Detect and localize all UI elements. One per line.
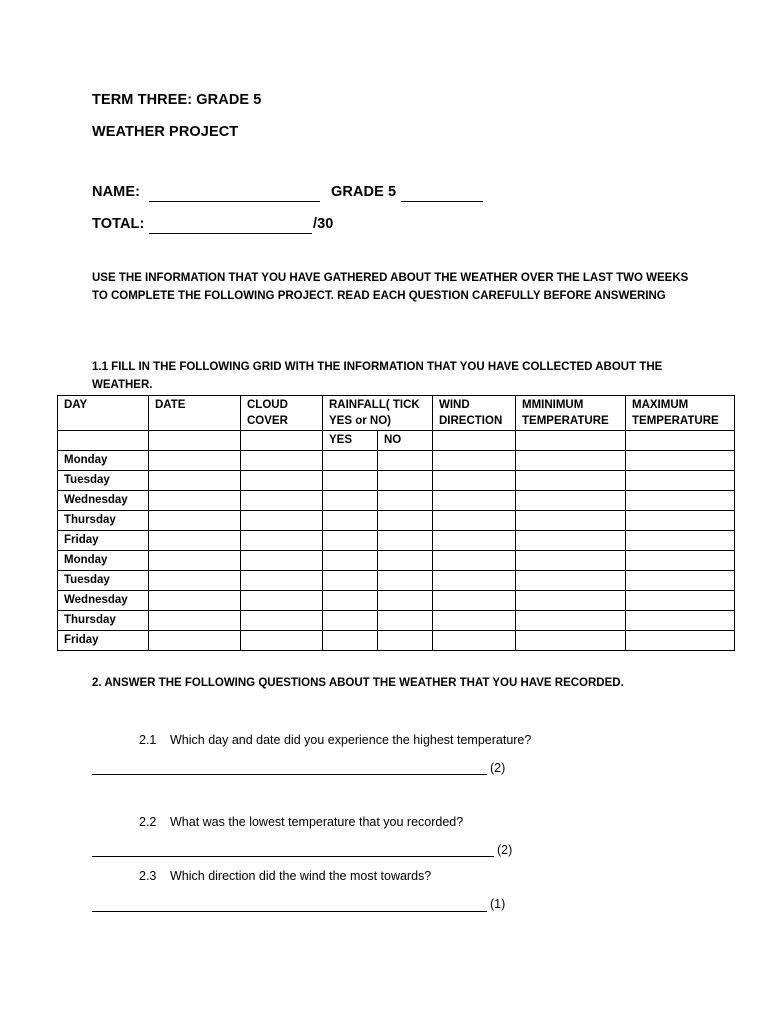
term-heading: TERM THREE: GRADE 5 (92, 92, 262, 108)
min-temp-cell[interactable] (516, 631, 626, 651)
date-cell[interactable] (149, 631, 241, 651)
col-cloud-cover: CLOUD COVER (241, 396, 323, 431)
cloud-cover-cell[interactable] (241, 471, 323, 491)
date-cell[interactable] (149, 611, 241, 631)
grid-day-row (58, 571, 735, 591)
min-temp-cell[interactable] (516, 611, 626, 631)
col-rain-yes: YES (323, 431, 378, 451)
wind-direction-cell[interactable] (433, 571, 516, 591)
day-label: Tuesday (58, 471, 149, 491)
col-rainfall: RAINFALL( TICK YES or NO) (323, 396, 433, 431)
min-temp-cell[interactable] (516, 491, 626, 511)
date-cell[interactable] (149, 491, 241, 511)
rain-yes-cell[interactable] (323, 631, 378, 651)
grid-day-row (58, 451, 735, 471)
grid-day-row (58, 531, 735, 551)
wind-direction-cell[interactable] (433, 511, 516, 531)
col-day: DAY (58, 396, 149, 431)
grid-subheader-row (58, 431, 735, 451)
max-temp-cell[interactable] (626, 491, 735, 511)
question-2-3 (139, 869, 431, 883)
min-temp-cell[interactable] (516, 571, 626, 591)
date-cell[interactable] (149, 471, 241, 491)
col-maximum-temperature: MAXIMUM TEMPERATURE (626, 396, 735, 431)
intro-paragraph: USE THE INFORMATION THAT YOU HAVE GATHERED ABOUT THE WEATHER OVER THE LAST TWO WEEKS TO COMPLETE THE FOLLOWING PROJECT. READ EACH QUESTION CAREFULLY BEFORE ANSWERING (92, 272, 689, 302)
max-temp-cell[interactable] (626, 511, 735, 531)
cloud-cover-cell[interactable] (241, 531, 323, 551)
grid-day-row (58, 491, 735, 511)
cloud-cover-cell[interactable] (241, 551, 323, 571)
day-label: Friday (58, 631, 149, 651)
answer-2-1-field[interactable] (92, 760, 487, 775)
day-label: Monday (58, 551, 149, 571)
max-temp-cell[interactable] (626, 571, 735, 591)
rain-no-cell[interactable] (378, 511, 433, 531)
grade-field[interactable] (401, 184, 483, 202)
day-label: Tuesday (58, 571, 149, 591)
day-label: Thursday (58, 511, 149, 531)
rain-no-cell[interactable] (378, 551, 433, 571)
max-temp-cell[interactable] (626, 451, 735, 471)
project-heading: WEATHER PROJECT (92, 124, 239, 140)
wind-direction-cell[interactable] (433, 451, 516, 471)
questions-instruction: 2. ANSWER THE FOLLOWING QUESTIONS ABOUT THE WEATHER THAT YOU HAVE RECORDED. (92, 677, 624, 689)
rain-no-cell[interactable] (378, 531, 433, 551)
date-cell[interactable] (149, 531, 241, 551)
wind-direction-cell[interactable] (433, 611, 516, 631)
col-date: DATE (149, 396, 241, 431)
rain-yes-cell[interactable] (323, 551, 378, 571)
cloud-cover-cell[interactable] (241, 631, 323, 651)
grid-header-row (58, 396, 735, 431)
day-label: Thursday (58, 611, 149, 631)
day-label: Wednesday (58, 591, 149, 611)
max-temp-cell[interactable] (626, 471, 735, 491)
wind-direction-cell[interactable] (433, 531, 516, 551)
cloud-cover-cell[interactable] (241, 451, 323, 471)
max-temp-cell[interactable] (626, 591, 735, 611)
total-suffix: /30 (313, 216, 334, 232)
max-temp-cell[interactable] (626, 531, 735, 551)
date-cell[interactable] (149, 571, 241, 591)
max-temp-cell[interactable] (626, 551, 735, 571)
total-label: TOTAL: (92, 216, 145, 232)
rain-no-cell[interactable] (378, 451, 433, 471)
rain-yes-cell[interactable] (323, 531, 378, 551)
question-text: Which day and date did you experience the highest temperature? (170, 733, 532, 747)
name-label: NAME: (92, 184, 141, 200)
rain-no-cell[interactable] (378, 611, 433, 631)
rain-yes-cell[interactable] (323, 591, 378, 611)
rain-yes-cell[interactable] (323, 471, 378, 491)
cloud-cover-cell[interactable] (241, 491, 323, 511)
date-cell[interactable] (149, 551, 241, 571)
date-cell[interactable] (149, 591, 241, 611)
answer-2-2-field[interactable] (92, 842, 494, 857)
weather-grid (57, 395, 735, 651)
question-text: Which direction did the wind the most towards? (170, 869, 432, 883)
rain-no-cell[interactable] (378, 491, 433, 511)
col-rain-no: NO (378, 431, 433, 451)
rain-yes-cell[interactable] (323, 451, 378, 471)
rain-no-cell[interactable] (378, 471, 433, 491)
day-label: Wednesday (58, 491, 149, 511)
wind-direction-cell[interactable] (433, 591, 516, 611)
rain-yes-cell[interactable] (323, 611, 378, 631)
marks-2-2: (2) (497, 843, 513, 857)
wind-direction-cell[interactable] (433, 551, 516, 571)
grid-day-row (58, 471, 735, 491)
cloud-cover-cell[interactable] (241, 591, 323, 611)
cloud-cover-cell[interactable] (241, 611, 323, 631)
wind-direction-cell[interactable] (433, 491, 516, 511)
grade-label: GRADE 5 (331, 184, 397, 200)
min-temp-cell[interactable] (516, 451, 626, 471)
name-field[interactable] (149, 184, 320, 202)
grid-day-row (58, 551, 735, 571)
day-label: Friday (58, 531, 149, 551)
rain-no-cell[interactable] (378, 571, 433, 591)
min-temp-cell[interactable] (516, 531, 626, 551)
question-number: 2.3 (139, 869, 157, 883)
grid-day-row (58, 631, 735, 651)
marks-2-1: (2) (490, 761, 506, 775)
rain-yes-cell[interactable] (323, 511, 378, 531)
grid-instruction: 1.1 FILL IN THE FOLLOWING GRID WITH THE INFORMATION THAT YOU HAVE COLLECTED ABOUT THE WEATHER. (92, 361, 663, 391)
grid-day-row (58, 591, 735, 611)
cloud-cover-cell[interactable] (241, 511, 323, 531)
total-field[interactable] (149, 216, 312, 234)
question-2-1 (139, 733, 531, 747)
col-minimum-temperature: MMINIMUM TEMPERATURE (516, 396, 626, 431)
answer-2-3-field[interactable] (92, 897, 487, 912)
question-number: 2.2 (139, 815, 157, 829)
question-number: 2.1 (139, 733, 157, 747)
max-temp-cell[interactable] (626, 631, 735, 651)
min-temp-cell[interactable] (516, 591, 626, 611)
date-cell[interactable] (149, 511, 241, 531)
min-temp-cell[interactable] (516, 471, 626, 491)
min-temp-cell[interactable] (516, 511, 626, 531)
day-label: Monday (58, 451, 149, 471)
grid-day-row (58, 611, 735, 631)
marks-2-3: (1) (490, 897, 506, 911)
cloud-cover-cell[interactable] (241, 571, 323, 591)
rain-yes-cell[interactable] (323, 571, 378, 591)
rain-no-cell[interactable] (378, 631, 433, 651)
max-temp-cell[interactable] (626, 611, 735, 631)
wind-direction-cell[interactable] (433, 471, 516, 491)
grid-day-row (58, 511, 735, 531)
wind-direction-cell[interactable] (433, 631, 516, 651)
question-text: What was the lowest temperature that you recorded? (170, 815, 464, 829)
question-2-2 (139, 815, 463, 829)
col-wind-direction: WIND DIRECTION (433, 396, 516, 431)
rain-yes-cell[interactable] (323, 491, 378, 511)
rain-no-cell[interactable] (378, 591, 433, 611)
min-temp-cell[interactable] (516, 551, 626, 571)
date-cell[interactable] (149, 451, 241, 471)
